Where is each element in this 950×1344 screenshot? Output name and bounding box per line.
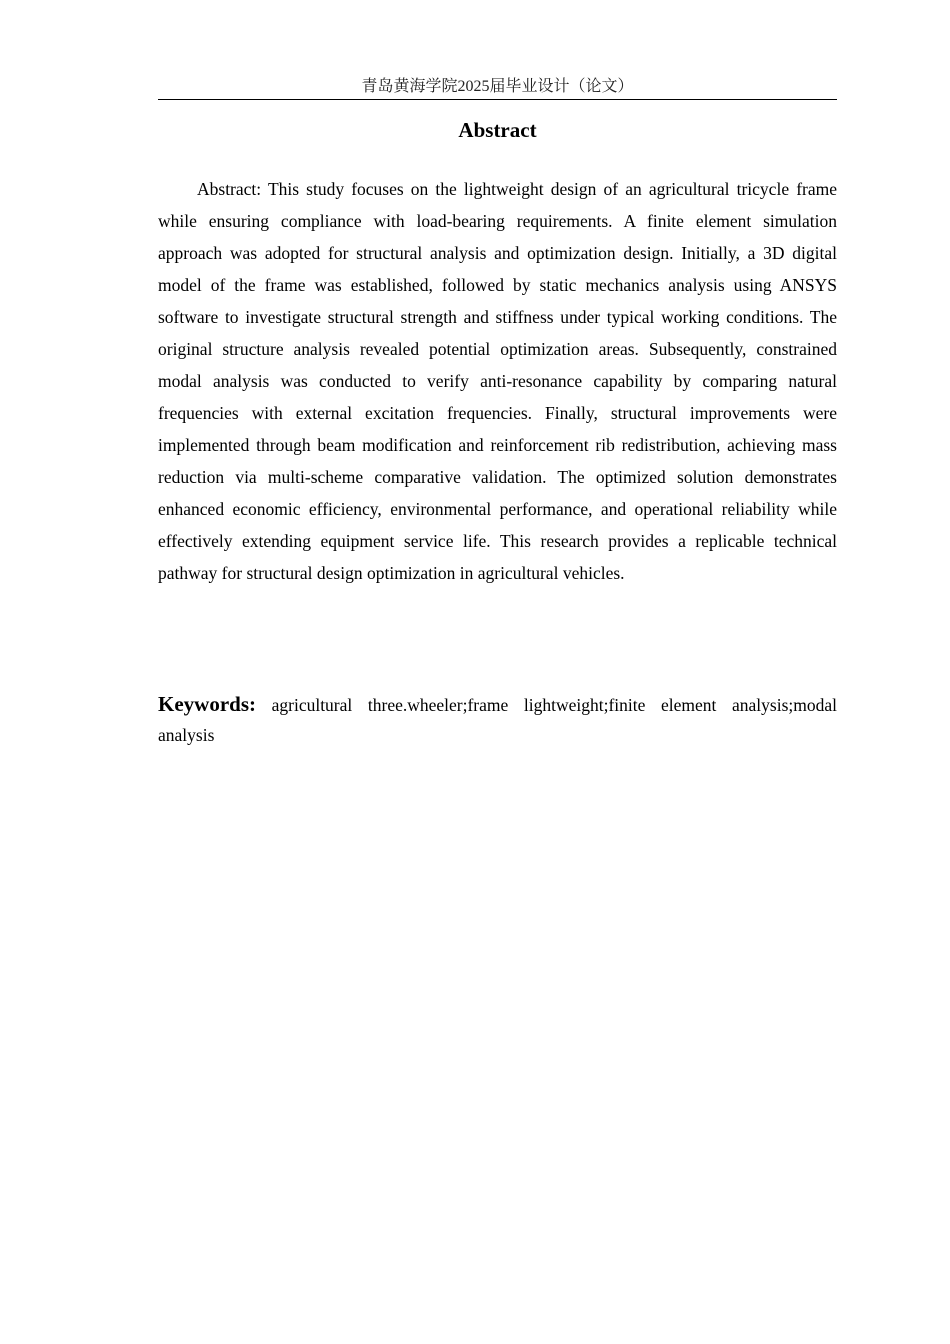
keywords-text: agricultural three.wheeler;frame lightweight;finite element analysis;modal analysis [158,695,837,745]
keywords-label: Keywords: [158,692,256,716]
keywords-line [158,689,837,750]
abstract-paragraph: Abstract: This study focuses on the lightweight design of an agricultural tricycle frame while ensuring compliance with load-bearing requirements. A finite element simulation approach was adopted for structural analysis and optimization design. Initially, a 3D digital model of the frame was established, followed by static mechanics analysis using ANSYS software to investigate structural strength and stiffness under typical working conditions. The original structure analysis revealed potential optimization areas. Subsequently, constrained modal analysis was conducted to verify anti-resonance capability by comparing natural frequencies with external excitation frequencies. Finally, structural improvements were implemented through beam modification and reinforcement rib redistribution, achieving mass reduction via multi-scheme comparative validation. The optimized solution demonstrates enhanced economic efficiency, environmental performance, and operational reliability while effectively extending equipment service life. This research provides a replicable technical pathway for structural design optimization in agricultural vehicles. [158,179,837,583]
running-header: 青岛黄海学院2025届毕业设计（论文） [361,78,634,95]
header-rule [158,99,837,100]
abstract-title: Abstract [458,118,537,142]
